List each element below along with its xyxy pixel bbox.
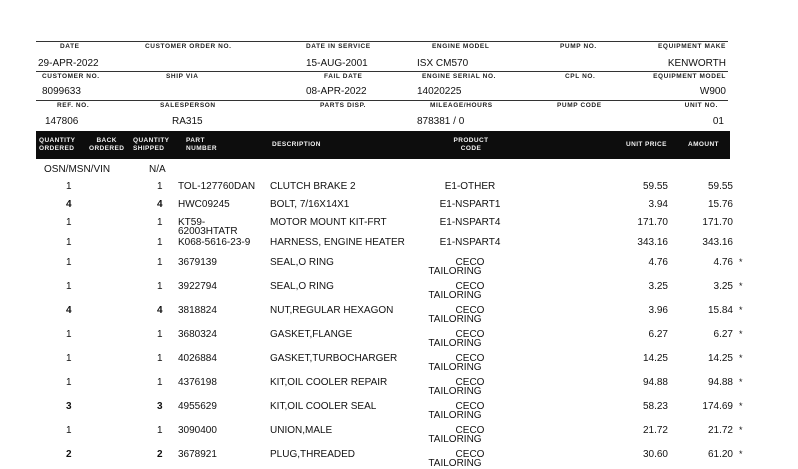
line-product-code-cont: TAILORING — [428, 266, 482, 277]
line-qty-shipped: 1 — [157, 181, 163, 192]
line-qty-shipped: 4 — [157, 199, 163, 210]
line-qty-ordered: 1 — [66, 257, 72, 268]
line-amount: 6.27 — [713, 329, 733, 340]
line-amount: 174.69 — [702, 401, 733, 412]
col-back-ordered-line1: BACK — [96, 137, 117, 144]
line-description: BOLT, 7/16X14X1 — [270, 199, 350, 210]
line-flag-mark: * — [739, 401, 743, 411]
line-product-code: CECO — [455, 281, 485, 292]
line-description: SEAL,O RING — [270, 281, 334, 292]
line-product-code: CECO — [455, 401, 485, 412]
line-qty-ordered: 1 — [66, 181, 72, 192]
label-engine-model: ENGINE MODEL — [432, 43, 490, 50]
line-unit-price: 94.88 — [642, 377, 668, 388]
line-qty-shipped: 1 — [157, 425, 163, 436]
line-part-number: 3679139 — [178, 257, 217, 268]
col-qty-ordered — [39, 137, 75, 152]
label-fail-date: FAIL DATE — [324, 73, 363, 80]
value-customer-no: 8099633 — [42, 86, 81, 97]
col-product-code-line2: CODE — [460, 144, 482, 152]
line-qty-shipped: 4 — [157, 305, 163, 316]
line-product-code: CECO — [455, 353, 485, 364]
line-unit-price: 59.55 — [642, 181, 668, 192]
line-amount: 343.16 — [702, 237, 733, 248]
value-mileage-hours: 878381 / 0 — [417, 116, 465, 127]
line-qty-shipped: 3 — [157, 401, 163, 412]
line-description: KIT,OIL COOLER REPAIR — [270, 377, 388, 388]
value-date: 29-APR-2022 — [38, 58, 99, 69]
label-date-in-service: DATE IN SERVICE — [306, 43, 371, 50]
line-description: GASKET,TURBOCHARGER — [270, 353, 398, 364]
col-back-ordered — [89, 137, 124, 152]
label-pump-no: PUMP NO. — [560, 43, 597, 50]
col-qty-ordered-line2: ORDERED — [39, 144, 75, 152]
line-flag-mark: * — [739, 377, 743, 387]
line-description: NUT,REGULAR HEXAGON — [270, 305, 394, 316]
line-qty-ordered: 1 — [66, 237, 72, 248]
line-qty-shipped: 1 — [157, 353, 163, 364]
line-flag-mark: * — [739, 449, 743, 459]
line-product-code: E1-NSPART1 — [439, 199, 501, 210]
col-description: DESCRIPTION — [272, 141, 321, 148]
line-product-code-cont: TAILORING — [428, 410, 482, 421]
col-qty-shipped-line1: QUANTITY — [133, 137, 170, 144]
column-header-bar — [36, 131, 730, 159]
value-fail-date: 08-APR-2022 — [306, 86, 367, 97]
line-amount: 59.55 — [707, 181, 733, 192]
col-amount: AMOUNT — [688, 141, 719, 148]
line-product-code: E1-NSPART4 — [439, 237, 501, 248]
line-flag-mark: * — [739, 257, 743, 267]
value-equipment-model: W900 — [699, 86, 726, 97]
line-qty-shipped: 1 — [157, 281, 163, 292]
line-description: PLUG,THREADED — [270, 449, 356, 460]
label-pump-code: PUMP CODE — [557, 102, 602, 109]
line-part-number: TOL-127760DAN — [178, 181, 256, 192]
line-qty-ordered: 1 — [66, 281, 72, 292]
line-product-code: E1-OTHER — [444, 181, 496, 192]
line-qty-shipped: 1 — [157, 329, 163, 340]
line-unit-price: 4.76 — [648, 257, 668, 268]
line-product-code-cont: TAILORING — [428, 386, 482, 397]
line-qty-ordered: 1 — [66, 377, 72, 388]
line-description: HARNESS, ENGINE HEATER — [270, 237, 405, 248]
value-unit-no: 01 — [712, 116, 724, 127]
label-unit-no: UNIT NO. — [684, 102, 718, 109]
line-description: CLUTCH BRAKE 2 — [270, 181, 356, 192]
line-unit-price: 14.25 — [642, 353, 668, 364]
line-part-number: 4026884 — [178, 353, 217, 364]
line-description: KIT,OIL COOLER SEAL — [270, 401, 377, 412]
line-product-code: E1-NSPART4 — [439, 217, 501, 228]
line-part-number: 3818824 — [178, 305, 217, 316]
line-unit-price: 30.60 — [642, 449, 668, 460]
line-amount: 3.25 — [713, 281, 733, 292]
line-product-code-cont: TAILORING — [428, 362, 482, 373]
line-part-number-cont: 62003HTATR — [178, 226, 238, 237]
line-part-number: K068-5616-23-9 — [178, 237, 251, 248]
label-equipment-make: EQUIPMENT MAKE — [658, 43, 726, 50]
line-product-code: CECO — [455, 377, 485, 388]
line-qty-shipped: 1 — [157, 237, 163, 248]
line-product-code: CECO — [455, 329, 485, 340]
line-amount: 15.76 — [707, 199, 733, 210]
line-product-code: CECO — [455, 425, 485, 436]
line-part-number: 3678921 — [178, 449, 217, 460]
line-product-code-cont: TAILORING — [428, 458, 482, 469]
col-part-number — [186, 137, 217, 152]
col-product-code-line1: PRODUCT — [453, 137, 489, 144]
line-amount: 94.88 — [707, 377, 733, 388]
line-qty-ordered: 2 — [66, 449, 72, 460]
label-mileage-hours: MILEAGE/HOURS — [430, 102, 493, 109]
line-qty-ordered: 1 — [66, 353, 72, 364]
label-customer-order-no: CUSTOMER ORDER NO. — [145, 43, 232, 50]
line-unit-price: 6.27 — [648, 329, 668, 340]
label-salesperson: SALESPERSON — [160, 102, 216, 109]
line-amount: 171.70 — [702, 217, 733, 228]
line-part-number: 3090400 — [178, 425, 217, 436]
header-rule-1 — [36, 71, 728, 72]
line-flag-mark: * — [739, 305, 743, 315]
line-flag-mark: * — [739, 353, 743, 363]
line-qty-ordered: 1 — [66, 217, 72, 228]
header-rule-top — [36, 41, 728, 42]
line-qty-ordered: 3 — [66, 401, 72, 412]
line-amount: 61.20 — [707, 449, 733, 460]
line-description: SEAL,O RING — [270, 257, 334, 268]
osn-value: N/A — [149, 164, 166, 175]
line-product-code: CECO — [455, 257, 485, 268]
line-unit-price: 343.16 — [637, 237, 668, 248]
line-qty-ordered: 4 — [66, 199, 72, 210]
line-qty-shipped: 2 — [157, 449, 163, 460]
col-back-ordered-line2: ORDERED — [89, 144, 125, 152]
line-product-code-cont: TAILORING — [428, 314, 482, 325]
header-rule-2 — [36, 100, 728, 101]
col-unit-price: UNIT PRICE — [626, 141, 667, 148]
line-part-number: KT59- — [178, 217, 206, 228]
line-flag-mark: * — [739, 425, 743, 435]
line-part-number: 3922794 — [178, 281, 217, 292]
line-amount: 14.25 — [707, 353, 733, 364]
col-qty-ordered-line1: QUANTITY — [39, 137, 76, 144]
col-part-number-line1: PART — [186, 137, 205, 144]
line-qty-ordered: 4 — [66, 305, 72, 316]
line-unit-price: 3.94 — [648, 199, 668, 210]
col-product-code — [441, 137, 501, 152]
line-unit-price: 3.96 — [648, 305, 668, 316]
value-engine-serial-no: 14020225 — [417, 86, 462, 97]
line-unit-price: 58.23 — [642, 401, 668, 412]
value-engine-model: ISX CM570 — [417, 58, 469, 69]
value-ref-no: 147806 — [45, 116, 79, 127]
line-unit-price: 21.72 — [642, 425, 668, 436]
line-product-code-cont: TAILORING — [428, 338, 482, 349]
line-qty-ordered: 1 — [66, 329, 72, 340]
line-unit-price: 171.70 — [637, 217, 668, 228]
osn-label: OSN/MSN/VIN — [44, 164, 111, 175]
line-part-number: 4955629 — [178, 401, 217, 412]
line-description: UNION,MALE — [270, 425, 333, 436]
line-amount: 4.76 — [713, 257, 733, 268]
label-cpl-no: CPL NO. — [565, 73, 596, 80]
line-amount: 21.72 — [707, 425, 733, 436]
value-equipment-make: KENWORTH — [667, 58, 726, 69]
line-product-code-cont: TAILORING — [428, 434, 482, 445]
line-qty-shipped: 1 — [157, 257, 163, 268]
line-amount: 15.84 — [707, 305, 733, 316]
line-flag-mark: * — [739, 281, 743, 291]
line-flag-mark: * — [739, 329, 743, 339]
line-unit-price: 3.25 — [648, 281, 668, 292]
line-description: GASKET,FLANGE — [270, 329, 353, 340]
line-qty-shipped: 1 — [157, 217, 163, 228]
col-part-number-line2: NUMBER — [186, 144, 217, 152]
line-product-code: CECO — [455, 449, 485, 460]
value-date-in-service: 15-AUG-2001 — [306, 58, 368, 69]
line-part-number: 4376198 — [178, 377, 217, 388]
label-equipment-model: EQUIPMENT MODEL — [653, 73, 726, 80]
line-description: MOTOR MOUNT KIT-FRT — [270, 217, 387, 228]
col-qty-shipped-line2: SHIPPED — [133, 144, 165, 152]
label-ship-via: SHIP VIA — [166, 73, 199, 80]
col-qty-shipped — [133, 137, 169, 152]
line-qty-ordered: 1 — [66, 425, 72, 436]
label-date: DATE — [60, 43, 80, 50]
line-qty-shipped: 1 — [157, 377, 163, 388]
label-ref-no: REF. NO. — [57, 102, 90, 109]
line-product-code-cont: TAILORING — [428, 290, 482, 301]
line-part-number: HWC09245 — [178, 199, 230, 210]
label-engine-serial-no: ENGINE SERIAL NO. — [422, 73, 497, 80]
label-customer-no: CUSTOMER NO. — [42, 73, 100, 80]
label-parts-disp: PARTS DISP. — [320, 102, 367, 109]
value-salesperson: RA315 — [172, 116, 203, 127]
line-product-code: CECO — [455, 305, 485, 316]
line-part-number: 3680324 — [178, 329, 217, 340]
